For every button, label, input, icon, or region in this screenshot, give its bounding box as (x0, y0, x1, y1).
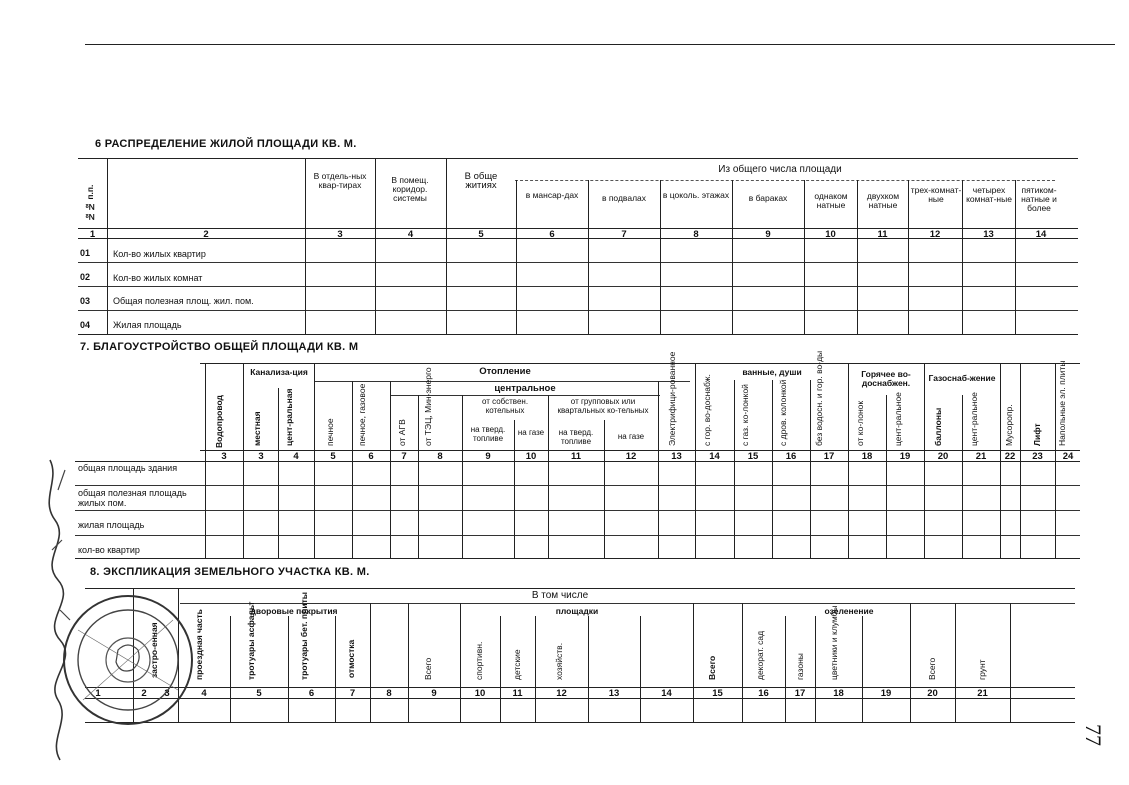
s6-header-c12: трех-комнат-ные (910, 185, 962, 204)
s6-col-number: 8 (693, 229, 699, 240)
s8-col-number: 8 (386, 688, 392, 699)
s7-vline (514, 420, 515, 558)
s6-col-number: 11 (877, 229, 888, 240)
s8-vline (335, 616, 336, 722)
s8-vline (815, 616, 816, 722)
s6-header-c8: в цоколь. этажах (662, 190, 730, 200)
s7-header-group-boiler: от групповых или квартальных ко-тельных (557, 397, 649, 415)
s7-vline (962, 395, 963, 558)
s8-areas: площадки (555, 606, 599, 616)
s6-top-line (78, 158, 1078, 159)
s8-vline (640, 616, 641, 722)
s6-row-code: 04 (80, 320, 91, 330)
page-number: 77 (1081, 724, 1106, 746)
section-7-title: 7. БЛАГОУСТРОЙСТВО ОБЩЕЙ ПЛОЩАДИ КВ. М (80, 341, 359, 353)
s8-vline (370, 603, 371, 722)
s7-row-line (75, 535, 1080, 536)
s7-col-number: 10 (525, 451, 537, 462)
s7-col-number: 23 (1032, 451, 1043, 462)
s6-col-number: 7 (621, 229, 627, 240)
s6-vline (305, 158, 306, 334)
s6-header-c1: №№ п.п. (85, 184, 95, 222)
s8-group-line (180, 603, 1075, 604)
s8-bottom-line (85, 722, 1075, 723)
s7-row-label: общая площадь здания (78, 463, 178, 473)
s8-vline (460, 603, 461, 722)
s7-vline (352, 381, 353, 558)
s7-row-label: общая полезная площадь жилых пом. (78, 488, 187, 508)
s7-header-solid-fuel2: на тверд. топливе (558, 428, 594, 446)
s8-header-blind-area: отмостка (346, 639, 356, 678)
s6-row1-line (78, 262, 1078, 263)
s8-col-number: 13 (608, 688, 620, 699)
s6-col-number: 5 (478, 229, 484, 240)
s6-vline (732, 180, 733, 334)
s7-col-number: 9 (485, 451, 491, 462)
s7-header-bath-gas: с газ. ко-лонкой (740, 384, 750, 446)
s7-vline (810, 380, 811, 558)
s6-header-c9: в бараках (748, 193, 788, 203)
s8-col-number: 10 (474, 688, 486, 699)
s8-header-children: детские (512, 649, 522, 680)
s6-row2-line (78, 286, 1078, 287)
s8-vline (742, 603, 743, 722)
s8-header-total1: Всего (423, 657, 433, 680)
s6-col-number: 14 (1035, 229, 1047, 240)
s6-col-number: 2 (203, 229, 209, 240)
s6-vline (908, 180, 909, 334)
s6-col-number: 12 (929, 229, 941, 240)
s7-col-number: 3 (221, 451, 227, 462)
s6-header-c10: однаком натные (814, 191, 848, 210)
s6-bottom-line (78, 334, 1078, 335)
s8-col-number: 20 (927, 688, 938, 699)
s7-header-floor-stoves: Напольные эл. плиты (1057, 360, 1067, 446)
s8-vline (955, 603, 956, 722)
s7-header-lift: Лифт (1032, 423, 1042, 446)
s6-header-c3: В отдель-ных квар-тирах (313, 171, 367, 190)
s6-header-c7: в подвалах (601, 193, 647, 203)
s8-col-number: 15 (712, 688, 723, 699)
s8-col-number: 3 (164, 688, 170, 699)
s8-col-number: 18 (833, 688, 844, 699)
s6-col-number: 4 (407, 229, 414, 240)
s6-vline (660, 180, 661, 334)
s7-header-stove-gas: печное, газовое (357, 383, 367, 446)
s7-header-stove: печное (325, 418, 335, 446)
s6-group-line (515, 180, 1055, 181)
s7-row-line (75, 510, 1080, 511)
s7-header-heating: Отопление (479, 366, 531, 377)
s7-vline (548, 395, 549, 558)
s7-col-number: 22 (1004, 451, 1016, 462)
s7-vline (278, 388, 279, 558)
s7-header-baths: ванные, души (742, 367, 802, 377)
s8-vline (693, 603, 694, 722)
s8-vline (1010, 603, 1011, 722)
s7-header-gas2: на газе (617, 432, 645, 441)
s6-row-label: Кол-во жилых квартир (113, 249, 206, 259)
s7-vline (462, 395, 463, 558)
s8-header-built: застро-енная (149, 622, 159, 678)
s7-col-number: 15 (747, 451, 759, 462)
s6-header-c11: двухком натные (866, 191, 900, 210)
s6-row-code: 02 (80, 272, 91, 282)
s6-row-code: 01 (80, 248, 91, 258)
s8-col-number: 17 (794, 688, 806, 699)
s8-col-number: 2 (141, 688, 147, 699)
s6-vline (446, 158, 447, 334)
s7-header-kerosene: Электрифици-рованное (667, 351, 677, 446)
s8-col-number: 19 (880, 688, 892, 699)
s7-heating-line (315, 381, 690, 382)
s8-yard: дворовые покрытия (250, 606, 338, 616)
s8-greenery: озеленение (824, 606, 874, 616)
s8-col-number: 5 (256, 688, 262, 699)
s6-group-header: Из общего числа площади (718, 164, 842, 175)
s7-col-number: 24 (1062, 451, 1074, 462)
s7-header-bath-hot: с гор. во-доснабж. (702, 374, 712, 446)
s8-header-total2: Всего (707, 655, 717, 680)
s8-header-lawns: газоны (795, 653, 805, 680)
s6-col-number: 10 (825, 229, 836, 240)
s7-header-water: Водопровод (214, 395, 224, 448)
s7-row-line (75, 485, 1080, 486)
s6-vline (516, 180, 517, 334)
s8-vline (288, 616, 289, 722)
s8-col-number: 12 (556, 688, 567, 699)
s8-header-sidewalk-asph: тротуары асфальт (246, 601, 256, 680)
s6-row-label: Кол-во жилых комнат (113, 273, 203, 283)
s6-row-label: Жилая площадь (113, 320, 182, 330)
s7-vline (418, 395, 419, 558)
section-8-title: 8. ЭКСПЛИКАЦИЯ ЗЕМЕЛЬНОГО УЧАСТКА КВ. М. (90, 566, 370, 578)
s8-col-number: 1 (95, 688, 101, 699)
s7-header-hot-water: Горячее во-доснабжен. (861, 369, 911, 388)
s8-header-flowers: цветники и клумбы (829, 605, 839, 680)
s6-col-number: 1 (89, 229, 96, 240)
s7-header-sewer-central: цент-ральная (284, 388, 294, 446)
s6-vline (107, 158, 108, 334)
s7-header-gas-supply: Газоснаб-жение (928, 373, 996, 383)
s6-vline (588, 180, 589, 334)
s7-header-gas-central: цент-ральное (969, 392, 979, 446)
s6-vline (804, 180, 805, 334)
s8-vline (910, 603, 911, 722)
s6-header-c6: в мансар-дах (525, 190, 579, 200)
s6-header-c5: В обще житиях (464, 171, 498, 191)
s8-col-number: 14 (661, 688, 672, 699)
s8-header-driveway: проездная часть (194, 609, 204, 680)
s6-row-label: Общая полезная площ. жил. пом. (113, 296, 254, 306)
s7-row-label: кол-во квартир (78, 545, 140, 555)
s8-header-ground: грунт (977, 659, 987, 680)
s8-col-number: 21 (977, 688, 988, 699)
s8-vline (230, 616, 231, 722)
s8-in-total: В том числе (531, 590, 589, 601)
s8-col-number: 6 (308, 688, 315, 699)
s6-row-code: 03 (80, 296, 91, 306)
s8-col-number: 9 (431, 688, 437, 699)
s7-col-number: 16 (785, 451, 797, 462)
s7-header-bath-none: без водосн. и гор. во-ды (814, 350, 824, 446)
s7-vline (734, 380, 735, 558)
s7-col-number: 14 (709, 451, 720, 462)
s8-vline (408, 603, 409, 722)
s7-col-number: 21 (975, 451, 987, 462)
s8-vline (535, 616, 536, 722)
s7-col-number: 17 (823, 451, 835, 462)
s7-vline (658, 381, 659, 558)
s6-row3-line (78, 310, 1078, 311)
s6-col-number: 9 (765, 229, 771, 240)
s8-col-number: 7 (349, 688, 356, 699)
s7-col-number: 12 (625, 451, 637, 462)
s8-top-line (85, 588, 1075, 589)
s7-header-solid-fuel: на тверд. топливе (470, 425, 506, 443)
s7-header-bath-wood: с дров. колонкой (778, 379, 788, 446)
s8-vline (500, 616, 501, 722)
s6-col-number: 6 (549, 229, 555, 240)
s7-header-central: центральное (494, 383, 556, 394)
s7-col-number: 8 (437, 451, 443, 462)
s7-row-label: жилая площадь (78, 520, 145, 530)
section-6-title: 6 РАСПРЕДЕЛЕНИЕ ЖИЛОЙ ПЛОЩАДИ КВ. М. (95, 138, 357, 150)
s7-header-sewer: Канализа-ция (250, 367, 308, 377)
s8-header-sidewalk-slab: тротуары бет. плиты (299, 591, 309, 680)
s7-header-gas-bottle: баллоны (933, 407, 943, 446)
s8-col-number: 11 (512, 688, 523, 699)
s7-col-number: 11 (570, 451, 582, 462)
s7-col-number: 18 (861, 451, 873, 462)
s7-header-hw-local: от ко-лонок (855, 400, 865, 446)
s7-col-number: 20 (937, 451, 949, 462)
s8-vline (862, 616, 863, 722)
s7-top-line (200, 363, 1080, 364)
s6-header-c4: В помещ. коридор. системы (391, 175, 429, 203)
s7-header-garbage: Мусоропр. (1004, 404, 1014, 446)
s7-col-number: 3 (258, 451, 264, 462)
s7-bottom-line (75, 558, 1080, 559)
s6-header-c13: четырех комнат-ные (966, 185, 1012, 204)
handwritten-signature (30, 450, 80, 770)
s8-vline (785, 616, 786, 722)
top-rule (85, 44, 1115, 45)
s6-col-number: 3 (337, 229, 343, 240)
s7-vline (886, 395, 887, 558)
s7-header-sewer-local: местная (252, 411, 262, 446)
s7-header-own-boiler: от собствен. котельных (481, 397, 529, 415)
s6-header-c14: пятиком-натные и более (1021, 185, 1057, 213)
s8-col-number: 16 (758, 688, 769, 699)
s6-col-number: 13 (983, 229, 994, 240)
s7-header-agv: от АГВ (397, 419, 407, 446)
s7-header-tec: от ТЭЦ, Мин-энерго (423, 367, 433, 446)
s8-header-household: хозяйств. (554, 642, 564, 680)
s8-header-decor: декорат. сад (755, 630, 765, 680)
s7-col-number: 6 (368, 451, 374, 462)
s7-col-number: 5 (330, 451, 336, 462)
s7-vline (390, 381, 391, 558)
s8-vline (588, 616, 589, 722)
s7-header-gas: на газе (517, 428, 545, 437)
s7-col-number: 19 (899, 451, 911, 462)
s7-header-hw-central: цент-ральное (893, 392, 903, 446)
s7-col-number: 13 (671, 451, 682, 462)
s6-vline (375, 158, 376, 334)
s8-col-number: 4 (201, 688, 207, 699)
s8-header-sport: спортивн. (474, 641, 484, 680)
s8-header-total3: Всего (927, 657, 937, 680)
s7-vline (772, 380, 773, 558)
s7-col-number: 7 (401, 451, 407, 462)
s7-col-number: 4 (293, 451, 299, 462)
